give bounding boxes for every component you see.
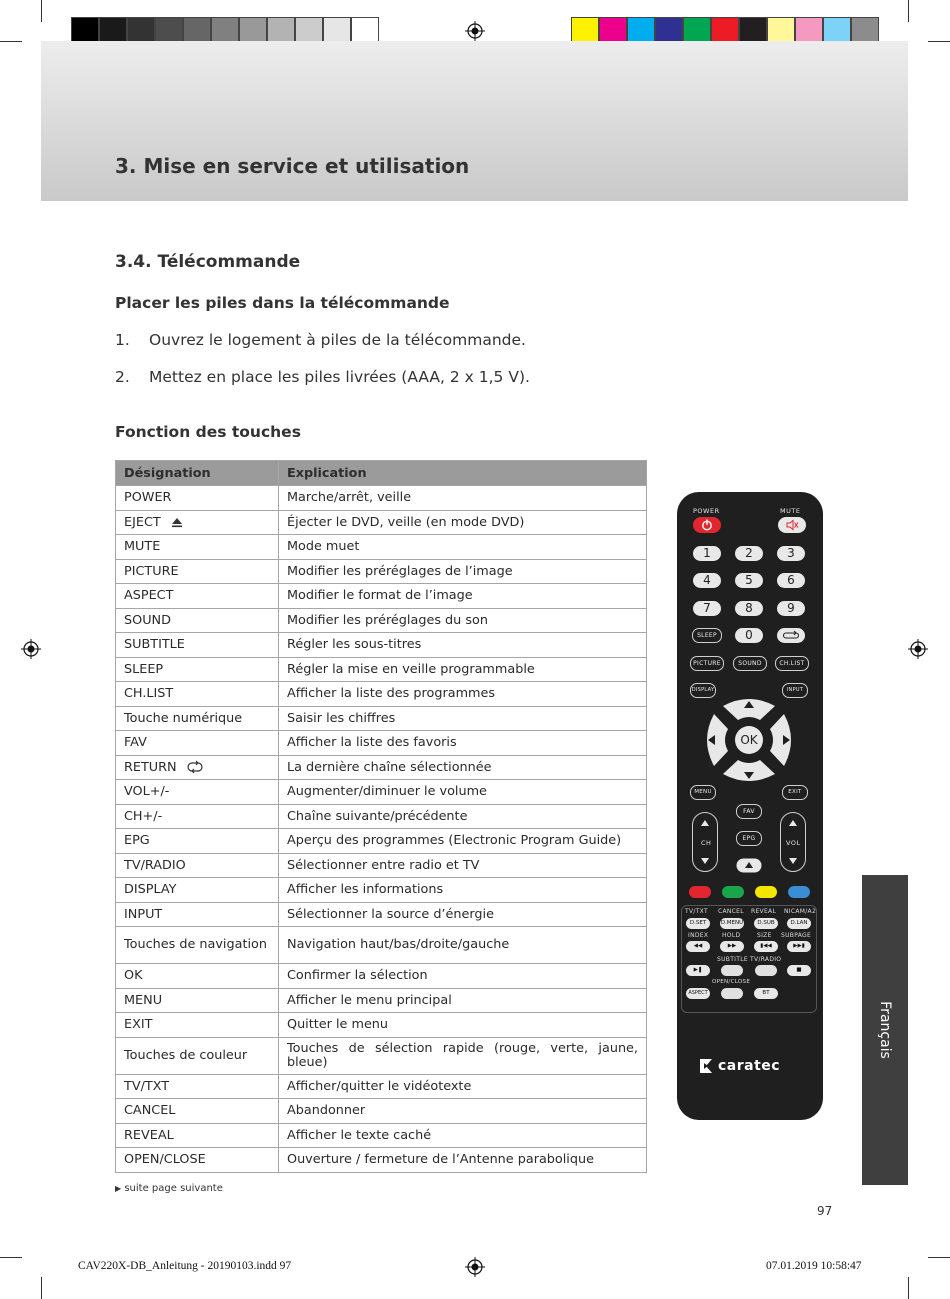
designation-cell	[116, 780, 279, 805]
digit-button: 4	[693, 573, 721, 588]
designation-text: RETURN	[124, 759, 177, 775]
designation-cell	[116, 1013, 279, 1038]
designation-cell	[116, 682, 279, 707]
vol-label: VOL	[786, 839, 801, 847]
explication-cell: Modifier les préréglages de l’image	[279, 559, 647, 584]
table-row	[116, 657, 647, 682]
cancel-label: CANCEL	[718, 908, 744, 915]
batteries-heading: Placer les piles dans la télécommande	[115, 294, 450, 312]
table-row	[116, 1037, 647, 1074]
table-row	[116, 1099, 647, 1124]
designation-text: OK	[124, 968, 143, 984]
size-label: SIZE	[757, 932, 772, 939]
caratec-logo-icon	[698, 1058, 714, 1074]
explication-cell: Chaîne suivante/précédente	[279, 804, 647, 829]
table-row	[116, 1074, 647, 1099]
table-row	[116, 535, 647, 560]
functions-heading: Fonction des touches	[115, 423, 301, 441]
table-row	[116, 878, 647, 903]
remote-label-mute: MUTE	[780, 507, 801, 515]
page-number: 97	[817, 1204, 833, 1218]
openclose-button	[721, 988, 743, 999]
dset-button: D.SET	[686, 918, 710, 929]
registration-mark-icon	[465, 21, 485, 41]
hold-label: HOLD	[722, 932, 741, 939]
designation-cell	[116, 927, 279, 964]
designation-cell	[116, 878, 279, 903]
registration-mark-icon	[21, 639, 41, 659]
table-row	[116, 902, 647, 927]
table-row	[116, 988, 647, 1013]
explication-cell: Afficher/quitter le vidéotexte	[279, 1074, 647, 1099]
designation-cell	[116, 1148, 279, 1173]
print-slug-file: CAV220X-DB_Anleitung - 20190103.indd 97	[78, 1260, 292, 1272]
aspect-button: ASPECT	[686, 988, 710, 999]
tvtxt-label: TV/TXT	[685, 908, 708, 915]
input-button: INPUT	[782, 683, 808, 698]
explication-cell: Navigation haut/bas/droite/gauche	[279, 927, 647, 964]
crop-mark	[41, 0, 42, 22]
designation-cell	[116, 510, 279, 535]
explication-cell: Afficher le texte caché	[279, 1123, 647, 1148]
table-row	[116, 486, 647, 511]
designation-cell	[116, 706, 279, 731]
explication-cell: Abandonner	[279, 1099, 647, 1124]
brand-logo	[698, 1058, 780, 1074]
table-row	[116, 731, 647, 756]
designation-text: FAV	[124, 735, 147, 751]
table-row	[116, 608, 647, 633]
digit-button: 2	[735, 546, 763, 561]
crop-mark	[41, 1277, 42, 1299]
explication-cell: Touches de sélection rapide (rouge, verte, jaune, bleue)	[279, 1037, 647, 1074]
chapter-title: 3. Mise en service et utilisation	[115, 154, 470, 178]
designation-cell	[116, 608, 279, 633]
designation-text: CH+/-	[124, 808, 163, 824]
table-row	[116, 829, 647, 854]
crop-mark	[908, 0, 909, 22]
designation-cell	[116, 755, 279, 780]
explication-cell: Afficher les informations	[279, 878, 647, 903]
designation-cell	[116, 902, 279, 927]
designation-text: SLEEP	[124, 661, 164, 677]
explication-cell: Éjecter le DVD, veille (en mode DVD)	[279, 510, 647, 535]
rewind-icon: ◀◀	[686, 941, 710, 952]
digit-button: 5	[735, 573, 763, 588]
table-row	[116, 964, 647, 989]
table-row	[116, 706, 647, 731]
sleep-button: SLEEP	[692, 628, 722, 643]
table-row	[116, 780, 647, 805]
explication-cell: Sélectionner la source d’énergie	[279, 902, 647, 927]
digit-button: 7	[693, 601, 721, 616]
nicam-label: NICAM/A2	[784, 908, 817, 915]
table-row	[116, 559, 647, 584]
designation-cell	[116, 964, 279, 989]
crop-mark	[0, 41, 22, 42]
crop-mark	[928, 41, 950, 42]
section-title: 3.4. Télécommande	[115, 252, 301, 272]
designation-cell	[116, 486, 279, 511]
return-button-icon	[777, 628, 805, 643]
explication-cell: Régler les sous-titres	[279, 633, 647, 658]
triangle-right-icon: ▶	[115, 1184, 122, 1193]
designation-cell	[116, 584, 279, 609]
digit-button: 3	[777, 546, 805, 561]
play-pause-icon: ▶❚	[686, 965, 710, 976]
ok-label: OK	[740, 733, 758, 747]
designation-text: TV/TXT	[124, 1078, 170, 1094]
designation-text: EXIT	[124, 1017, 153, 1033]
dmenu-button: D.MENU	[720, 918, 744, 929]
explication-cell: Sélectionner entre radio et TV	[279, 853, 647, 878]
language-side-tab	[862, 875, 908, 1185]
designation-text: SOUND	[124, 612, 171, 628]
chlist-button: CH.LIST	[775, 656, 809, 671]
table-row	[116, 1123, 647, 1148]
sound-button: SOUND	[733, 656, 767, 671]
digit-button: 1	[693, 546, 721, 561]
designation-text: CANCEL	[124, 1103, 176, 1119]
designation-cell	[116, 1037, 279, 1074]
explication-cell: La dernière chaîne sélectionnée	[279, 755, 647, 780]
subpage-label: SUBPAGE	[781, 932, 812, 939]
table-row	[116, 804, 647, 829]
skip-previous-icon: ▮◀◀	[754, 941, 778, 952]
explication-cell: Confirmer la sélection	[279, 964, 647, 989]
explication-cell: Ouverture / fermeture de l’Antenne parabolique	[279, 1148, 647, 1173]
designation-cell	[116, 633, 279, 658]
explication-cell: Aperçu des programmes (Electronic Program Guide)	[279, 829, 647, 854]
designation-cell	[116, 559, 279, 584]
table-row	[116, 510, 647, 535]
green-color-button	[722, 886, 744, 898]
tvradio-button	[755, 965, 777, 976]
index-label: INDEX	[688, 932, 709, 939]
ch-label: CH	[701, 839, 712, 847]
continued-note: ▶ suite page suivante	[115, 1183, 223, 1194]
designation-cell	[116, 804, 279, 829]
key-function-table	[115, 460, 647, 1173]
red-color-button	[689, 886, 711, 898]
subtitle-label: SUBTITLE	[717, 956, 748, 963]
display-button: DISPLAY	[690, 683, 716, 698]
designation-text: MUTE	[124, 539, 161, 555]
blue-color-button	[788, 886, 810, 898]
eject-icon	[171, 517, 183, 528]
designation-cell	[116, 1074, 279, 1099]
skip-next-icon: ▶▶▮	[787, 941, 811, 952]
designation-text: EPG	[124, 833, 150, 849]
designation-text: ASPECT	[124, 588, 174, 604]
designation-text: Touches de couleur	[124, 1047, 248, 1063]
designation-text: DISPLAY	[124, 882, 177, 898]
designation-text: INPUT	[124, 906, 163, 922]
designation-text: PICTURE	[124, 563, 179, 579]
fav-button: FAV	[736, 804, 762, 819]
epg-button: EPG	[736, 831, 762, 846]
table-row	[116, 633, 647, 658]
dsub-button: D.SUB	[754, 918, 778, 929]
explication-cell: Modifier le format de l’image	[279, 584, 647, 609]
table-row	[116, 682, 647, 707]
table-row	[116, 1013, 647, 1038]
yellow-color-button	[755, 886, 777, 898]
crop-mark	[0, 1257, 22, 1258]
step-item: 1. Ouvrez le logement à piles de la télécommande.	[115, 331, 526, 349]
explication-cell: Augmenter/diminuer le volume	[279, 780, 647, 805]
designation-text: TV/RADIO	[124, 857, 186, 873]
return-icon	[187, 760, 203, 774]
designation-text: REVEAL	[124, 1127, 174, 1143]
registration-mark-icon	[908, 639, 928, 659]
bt-button: BT	[754, 988, 778, 999]
designation-text: MENU	[124, 992, 163, 1008]
explication-cell: Quitter le menu	[279, 1013, 647, 1038]
menu-button: MENU	[690, 785, 716, 800]
designation-text: CH.LIST	[124, 686, 174, 702]
crop-mark	[908, 1277, 909, 1299]
explication-cell: Modifier les préréglages du son	[279, 608, 647, 633]
explication-cell: Saisir les chiffres	[279, 706, 647, 731]
dlan-button: D.LAN	[787, 918, 811, 929]
reveal-label: REVEAL	[751, 908, 777, 915]
explication-cell: Marche/arrêt, veille	[279, 486, 647, 511]
table-header-row	[116, 461, 647, 486]
column-header: Explication	[279, 461, 647, 486]
mute-button-icon	[778, 517, 806, 533]
registration-mark-icon	[465, 1257, 485, 1277]
exit-button: EXIT	[782, 785, 808, 800]
digit-button: 9	[777, 601, 805, 616]
explication-cell: Afficher le menu principal	[279, 988, 647, 1013]
designation-cell	[116, 731, 279, 756]
designation-text: EJECT	[124, 514, 161, 530]
explication-cell: Afficher la liste des favoris	[279, 731, 647, 756]
step-item: 2. Mettez en place les piles livrées (AAA, 2 x 1,5 V).	[115, 368, 530, 386]
designation-cell	[116, 1099, 279, 1124]
designation-text: Touches de navigation	[124, 937, 267, 952]
designation-text: POWER	[124, 490, 172, 506]
table-row	[116, 853, 647, 878]
digit-button: 0	[735, 628, 763, 643]
designation-cell	[116, 1123, 279, 1148]
print-slug-datetime: 07.01.2019 10:58:47	[766, 1260, 862, 1272]
designation-cell	[116, 829, 279, 854]
stop-icon: ■	[787, 965, 811, 976]
up-arrow-button-icon	[736, 858, 762, 873]
table-row	[116, 927, 647, 964]
picture-button: PICTURE	[690, 656, 724, 671]
explication-cell: Afficher la liste des programmes	[279, 682, 647, 707]
table-row	[116, 584, 647, 609]
tvradio-label: TV/RADIO	[750, 956, 782, 963]
subtitle-button	[721, 965, 743, 976]
openclose-label: OPEN/CLOSE	[712, 979, 751, 985]
designation-text: OPEN/CLOSE	[124, 1152, 206, 1168]
explication-cell: Régler la mise en veille programmable	[279, 657, 647, 682]
digit-button: 6	[777, 573, 805, 588]
digit-button: 8	[735, 601, 763, 616]
designation-cell	[116, 988, 279, 1013]
column-header: Désignation	[116, 461, 279, 486]
designation-cell	[116, 657, 279, 682]
designation-text: VOL+/-	[124, 784, 170, 800]
designation-text: Touche numérique	[124, 710, 243, 726]
fast-forward-icon: ▶▶	[720, 941, 744, 952]
designation-cell	[116, 853, 279, 878]
brand-name: caratec	[718, 1058, 781, 1074]
explication-cell: Mode muet	[279, 535, 647, 560]
remote-label-power: POWER	[693, 507, 720, 515]
crop-mark	[928, 1257, 950, 1258]
language-label: Français	[877, 1001, 893, 1059]
designation-cell	[116, 535, 279, 560]
power-button-icon	[693, 517, 721, 533]
table-row	[116, 1148, 647, 1173]
table-row	[116, 755, 647, 780]
designation-text: SUBTITLE	[124, 637, 185, 653]
